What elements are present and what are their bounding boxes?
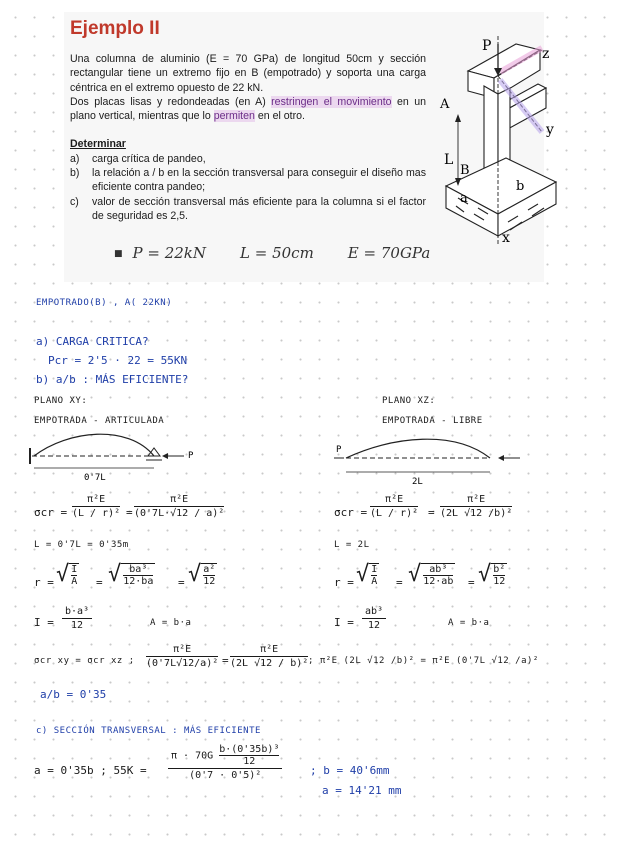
right-plane-label: PLANO XZ:	[382, 396, 436, 406]
area-left: A = b·a	[150, 618, 192, 628]
column-figure	[438, 36, 578, 266]
determine-heading: Determinar	[70, 138, 126, 150]
left-buckling-sketch	[28, 428, 218, 488]
r-left-3: √ $\frac{\text{a²}}{12}$	[188, 562, 216, 587]
problem-paragraph-1: Una columna de aluminio (E = 70 GPa) de longitud 50cm y sección rectangular tiene un extremo fijo en B (empotrado) y soporta una carga céntrica en el extremo opuesto de 22 kN.	[70, 53, 426, 94]
r-left-2: √ $\frac{\text{ba³}}{12\cdot ba}$	[108, 562, 154, 587]
equal-stress-label: σcr xy = σcr xz ;	[34, 656, 135, 666]
part-c-result-b: ; b = 40'6mm	[310, 764, 390, 777]
svg-text:x: x	[502, 230, 510, 246]
area-right: A = b·a	[448, 618, 490, 628]
r-left-1: √ $\frac{I}{A}$	[56, 562, 78, 587]
left-support-label: EMPOTRADA - ARTICULADA	[34, 416, 165, 426]
sigma-left-frac2: $\frac{\text{π²E}}{\text{(0'7L·√12 / a)²}}$	[134, 494, 225, 519]
svg-text:P: P	[482, 38, 492, 54]
sigma-right-frac1: $\frac{\text{π²E}}{\text{(L / r)²}}$	[370, 494, 419, 519]
equal-stress-frac2: $\frac{\text{π²E}}{\text{(2L √12 / b)²}}$	[230, 644, 309, 669]
equal-stress-expansion: ; π²E (2L √12 /b)² = π²E (0'7L √12 /a)²	[308, 656, 539, 666]
svg-text:2L: 2L	[412, 477, 423, 487]
part-c-lhs: a = 0'35b ; 55K =	[34, 764, 147, 777]
equal-stress-frac1: $\frac{\text{π²E}}{\text{(0'7L√12/a)²}}$	[146, 644, 219, 669]
svg-text:L: L	[444, 152, 454, 168]
ratio-result: a/b = 0'35	[40, 688, 107, 701]
part-a-title: a) CARGA CRITICA?	[36, 335, 149, 348]
question-item: b) la relación a / b en la sección transversal para conseguir el diseño mas eficiente contra pandeo;	[70, 167, 426, 194]
svg-text:B: B	[460, 163, 470, 178]
r-right-3: √ $\frac{\text{b²}}{12}$	[478, 562, 506, 587]
part-c-result-a: a = 14'21 mm	[322, 784, 402, 797]
svg-text:z: z	[542, 46, 550, 62]
sigma-left-label: σcr =	[34, 506, 68, 519]
part-c-fraction: π · 70G $\frac{\text{b·(0'35b)³}}{12}$ (0'7 · 0'5)²	[168, 744, 282, 781]
inertia-right: $\frac{\text{ab³}}{12}$	[362, 606, 386, 631]
highlight-restringen: restringen el movimiento	[271, 96, 392, 108]
part-a-result: Pcr = 2'5 · 22 = 55KN	[48, 354, 188, 367]
svg-text:0'7L: 0'7L	[84, 473, 106, 483]
question-list	[70, 152, 426, 223]
svg-text:P: P	[188, 451, 194, 461]
sigma-right-frac2: $\frac{\text{π²E}}{\text{(2L √12 /b)²}}$	[440, 494, 513, 519]
problem-title: Ejemplo II	[70, 18, 160, 39]
part-b-title: b) a/b : MÁS EFICIENTE?	[36, 373, 189, 386]
sigma-left-frac1: $\frac{\text{π²E}}{\text{(L / r)²}}$	[72, 494, 121, 519]
right-support-label: EMPOTRADA - LIBRE	[382, 416, 483, 426]
effective-length-left: L = 0'7L = 0'35m	[34, 540, 129, 550]
r-right-2: √ $\frac{\text{ab³}}{12\cdot ab}$	[408, 562, 454, 587]
svg-text:y: y	[546, 122, 554, 138]
problem-paragraph-2: Dos placas lisas y redondeadas (en A) restringen el movimiento en un plano vertical, mientras que lo permiten en el otro.	[70, 96, 426, 123]
part-c-title: c) SECCIÓN TRANSVERSAL : MÁS EFICIENTE	[36, 726, 261, 736]
note-header: EMPOTRADO(B) , A( 22KN)	[36, 298, 173, 308]
svg-text:a: a	[460, 191, 468, 206]
effective-length-right: L = 2L	[334, 540, 370, 550]
highlight-permiten: permiten	[213, 110, 255, 123]
given-values: ■ P = 22kN L = 50cm E = 70GPa	[114, 244, 431, 262]
svg-text:b: b	[516, 179, 525, 194]
svg-text:A: A	[440, 97, 450, 112]
right-buckling-sketch	[334, 428, 534, 488]
question-item: a) carga crítica de pandeo,	[70, 153, 206, 165]
inertia-left: $\frac{\text{b·a³}}{12}$	[62, 606, 92, 631]
sigma-right-label: σcr =	[334, 506, 368, 519]
left-plane-label: PLANO XY:	[34, 396, 88, 406]
svg-text:P: P	[336, 445, 342, 455]
question-item: c) valor de sección transversal más eficiente para la columna si el factor de seguridad es 2,5.	[70, 195, 426, 222]
r-right-1: √ $\frac{I}{A}$	[356, 562, 378, 587]
